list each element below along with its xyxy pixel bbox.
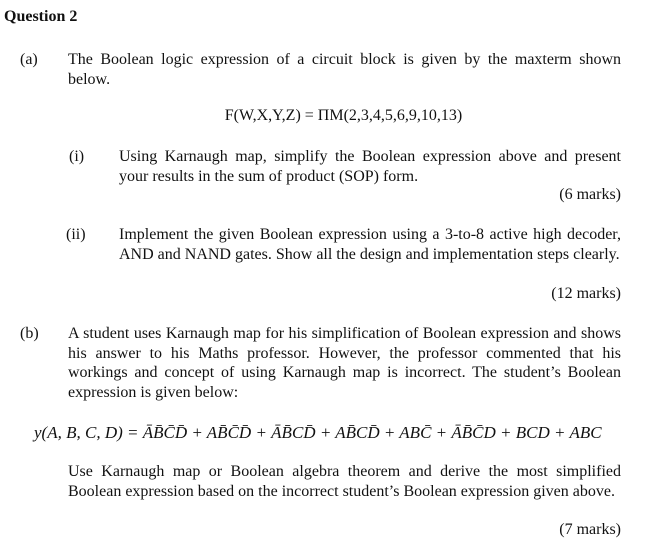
- part-a-ii-marks: (12 marks): [551, 285, 621, 302]
- part-a-ii-text: Implement the given Boolean expression using a 3-to-8 active high decoder, AND and NAND gates. Show all the design and implementation steps clearly.: [119, 226, 621, 263]
- plus-sign: +: [379, 423, 400, 442]
- part-b-task: Use Karnaugh map or Boolean algebra theorem and derive the most simplified Boolean expression based on the incorrect student’s Boolean expression given above.: [68, 463, 621, 500]
- equation-term: AB̄CD̄: [335, 423, 380, 442]
- plus-sign: +: [495, 423, 516, 442]
- plus-sign: +: [251, 423, 272, 442]
- part-a-intro: The Boolean logic expression of a circuit block is given by the maxterm shown below.: [68, 51, 621, 88]
- question-title: Question 2: [4, 8, 78, 25]
- maxterm-expression: F(W,X,Y,Z) = ΠM(2,3,4,5,6,9,10,13): [224, 107, 463, 124]
- equation-lhs: y(A, B, C, D) =: [34, 423, 143, 442]
- equation-term: BCD: [515, 423, 550, 442]
- plus-sign: +: [187, 423, 207, 442]
- part-a-i-label: (i): [69, 148, 85, 165]
- equation-term: ABC̄: [399, 423, 432, 442]
- equation-term: ĀB̄CD̄: [271, 423, 316, 442]
- part-b-intro: A student uses Karnaugh map for his simplification of Boolean expression and shows his answer to his Maths professor. However, the professor commented that his workings and concept of using Karnaugh map is incorrect. The student’s Boolean expression is given below:: [68, 325, 621, 401]
- part-a-label: (a): [20, 51, 38, 68]
- plus-sign: +: [431, 423, 452, 442]
- student-boolean-equation: [34, 423, 602, 443]
- part-a-ii-label: (ii): [66, 226, 86, 243]
- plus-sign: +: [549, 423, 570, 442]
- part-b-label: (b): [20, 325, 39, 342]
- part-b-marks: (7 marks): [559, 521, 621, 538]
- equation-term: ĀB̄C̄D: [451, 423, 496, 442]
- equation-term: AB̄C̄D̄: [206, 423, 252, 442]
- equation-term: ĀB̄C̄D̄: [142, 423, 188, 442]
- part-a-i-marks: (6 marks): [559, 186, 621, 203]
- equation-term: ABC: [569, 423, 602, 442]
- plus-sign: +: [315, 423, 336, 442]
- part-a-i-text: Using Karnaugh map, simplify the Boolean expression above and present your results in the sum of product (SOP) form.: [119, 148, 621, 185]
